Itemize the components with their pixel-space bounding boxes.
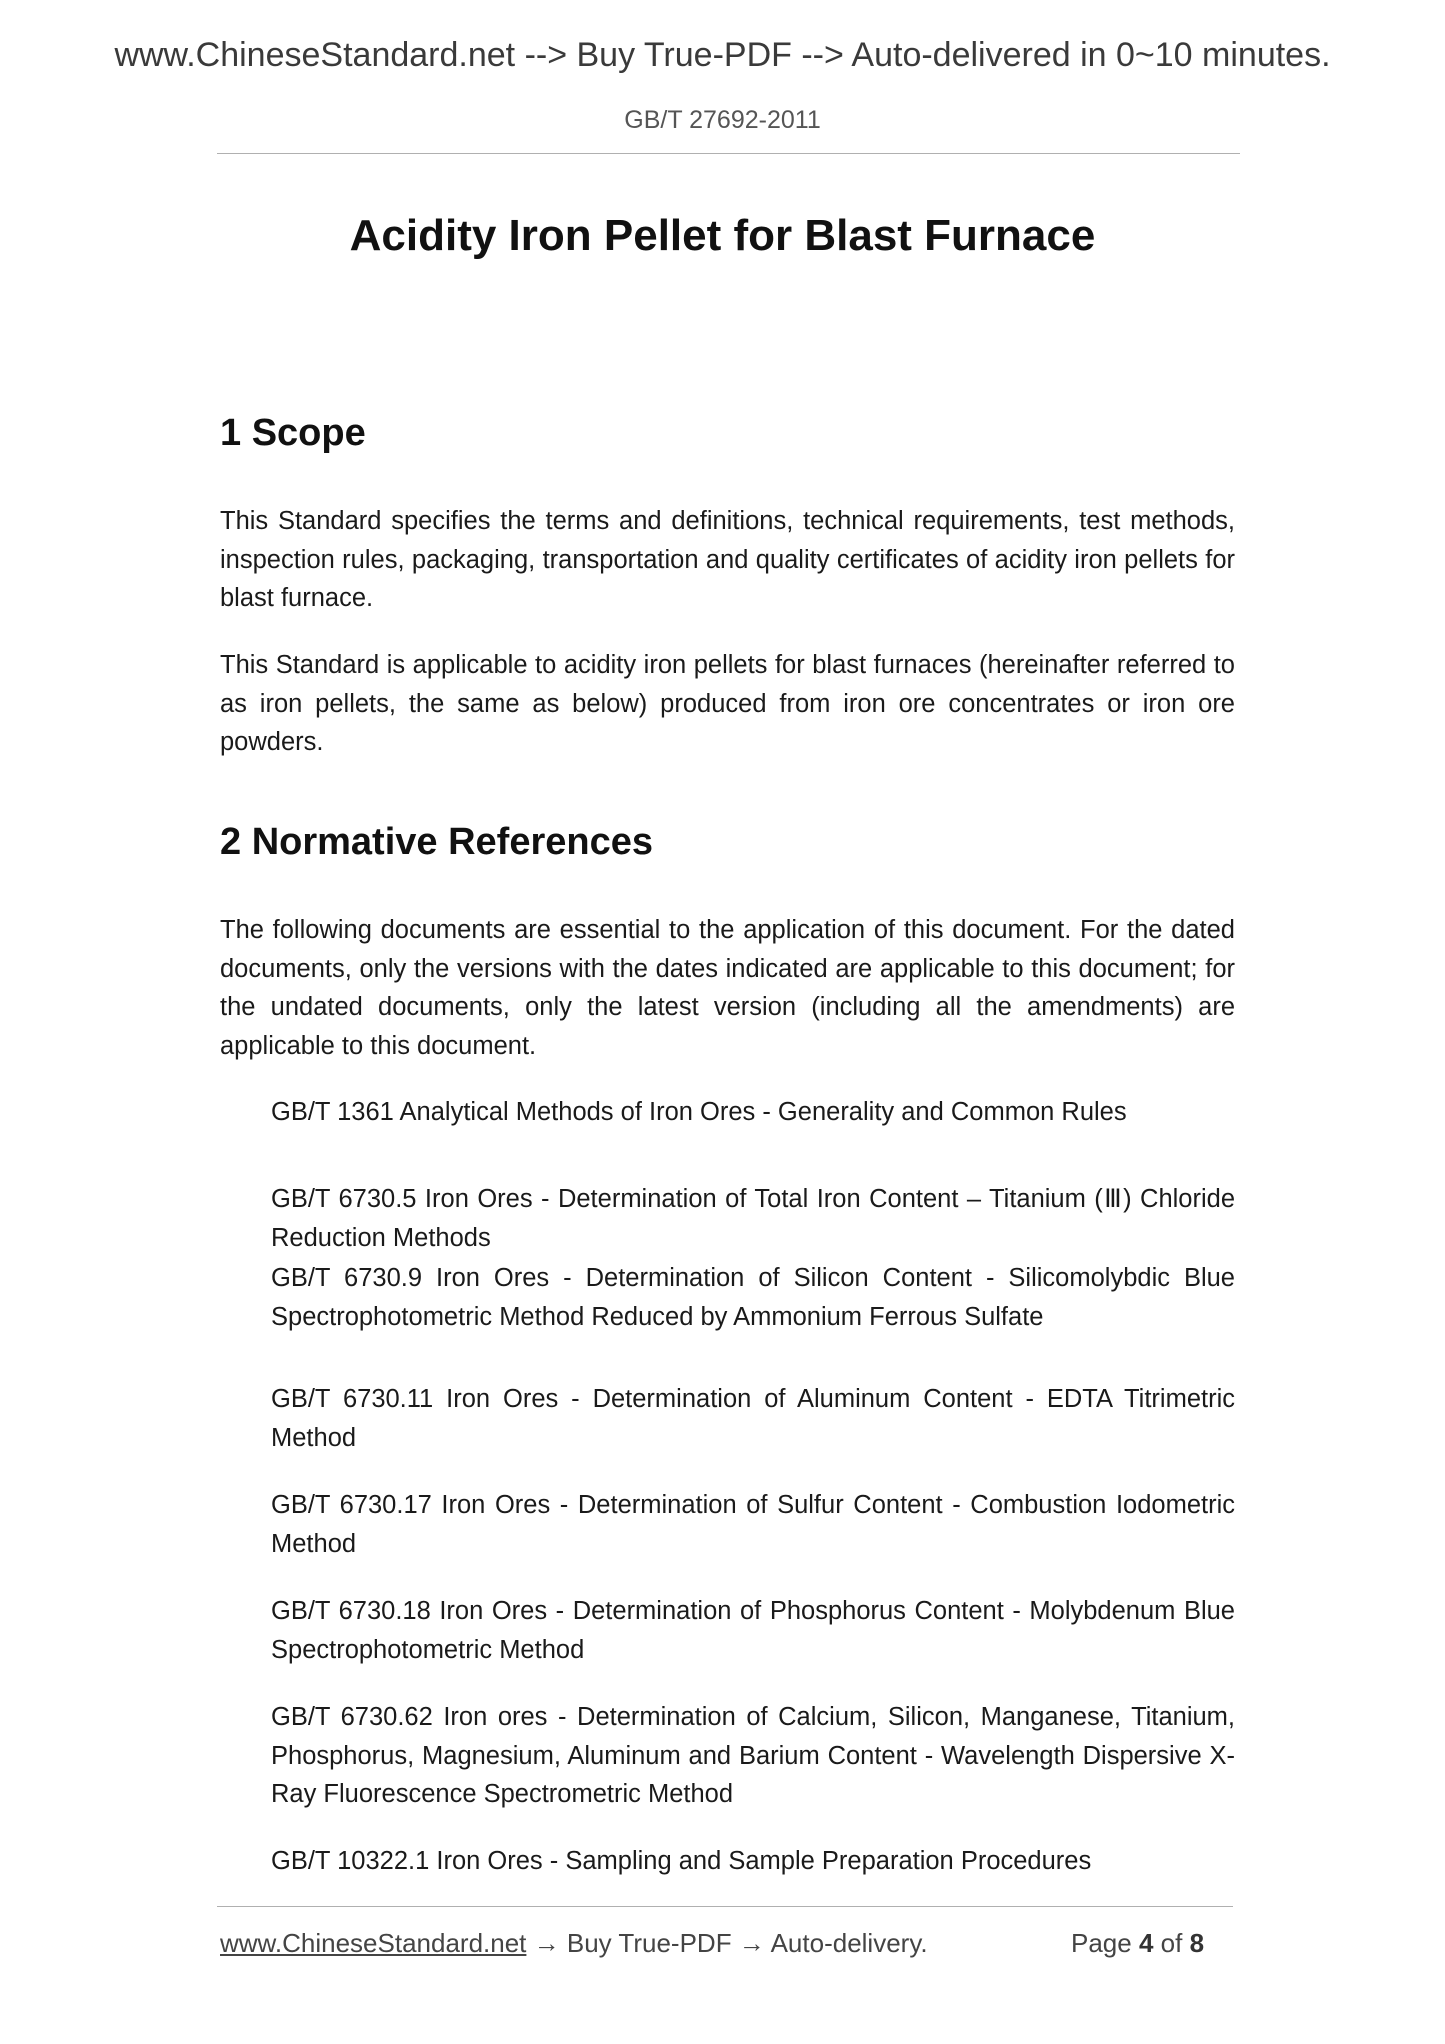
site-banner: www.ChineseStandard.net --> Buy True-PDF --> Auto-delivered in 0~10 minutes. bbox=[114, 36, 1331, 74]
page-of-label: of bbox=[1160, 1928, 1183, 1958]
document-title: Acidity Iron Pellet for Blast Furnace bbox=[349, 211, 1096, 260]
scope-paragraph-1: This Standard specifies the terms and definitions, technical requirements, test methods, inspection rules, packaging, transportation and quality certificates of acidity iron pellets for blast furnace. bbox=[220, 507, 1235, 612]
reference-item: GB/T 6730.9 Iron Ores - Determination of Silicon Content - Silicomolybdic Blue Spectrophotometric Method Reduced by Ammonium Ferrous Sulfate bbox=[271, 1264, 1235, 1331]
footer-site-link[interactable]: www.ChineseStandard.net bbox=[220, 1928, 527, 1958]
reference-item: GB/T 6730.62 Iron ores - Determination of Calcium, Silicon, Manganese, Titanium, Phosphorus, Magnesium, Aluminum and Barium Content - Wavelength Dispersive X-Ray Fluorescence Spectrometric Method bbox=[271, 1703, 1235, 1808]
page-label: Page bbox=[1071, 1928, 1132, 1958]
footer-delivery-text: → Buy True-PDF → Auto-delivery. bbox=[533, 1928, 928, 1958]
reference-item: GB/T 6730.17 Iron Ores - Determination of Sulfur Content - Combustion Iodometric Method bbox=[271, 1491, 1235, 1558]
page-total: 8 bbox=[1189, 1928, 1205, 1958]
footer-left bbox=[220, 1928, 928, 1959]
reference-item: GB/T 6730.5 Iron Ores - Determination of Total Iron Content – Titanium (Ⅲ) Chloride Reduction Methods bbox=[271, 1185, 1235, 1252]
standard-number: GB/T 27692-2011 bbox=[624, 106, 821, 134]
reference-item: GB/T 10322.1 Iron Ores - Sampling and Sample Preparation Procedures bbox=[271, 1847, 1092, 1875]
section-heading-scope: 1 Scope bbox=[220, 412, 366, 454]
reference-item: GB/T 6730.11 Iron Ores - Determination of Aluminum Content - EDTA Titrimetric Method bbox=[271, 1385, 1235, 1452]
page-current: 4 bbox=[1138, 1928, 1154, 1958]
scope-paragraph-2: This Standard is applicable to acidity iron pellets for blast furnaces (hereinafter referred to as iron pellets, the same as below) produced from iron ore concentrates or iron ore powders. bbox=[220, 651, 1235, 756]
reference-item: GB/T 6730.18 Iron Ores - Determination of Phosphorus Content - Molybdenum Blue Spectrophotometric Method bbox=[271, 1597, 1235, 1664]
footer-divider bbox=[217, 1906, 1233, 1907]
reference-item: GB/T 1361 Analytical Methods of Iron Ores - Generality and Common Rules bbox=[271, 1098, 1127, 1126]
header-divider bbox=[217, 153, 1240, 154]
page-indicator bbox=[1071, 1928, 1204, 1959]
references-intro-paragraph: The following documents are essential to the application of this document. For the dated documents, only the versions with the dates indicated are applicable to this document; for the undated documents, only the latest version (including all the amendments) are applicable to this document. bbox=[220, 916, 1235, 1060]
section-heading-normative-references: 2 Normative References bbox=[220, 821, 653, 863]
